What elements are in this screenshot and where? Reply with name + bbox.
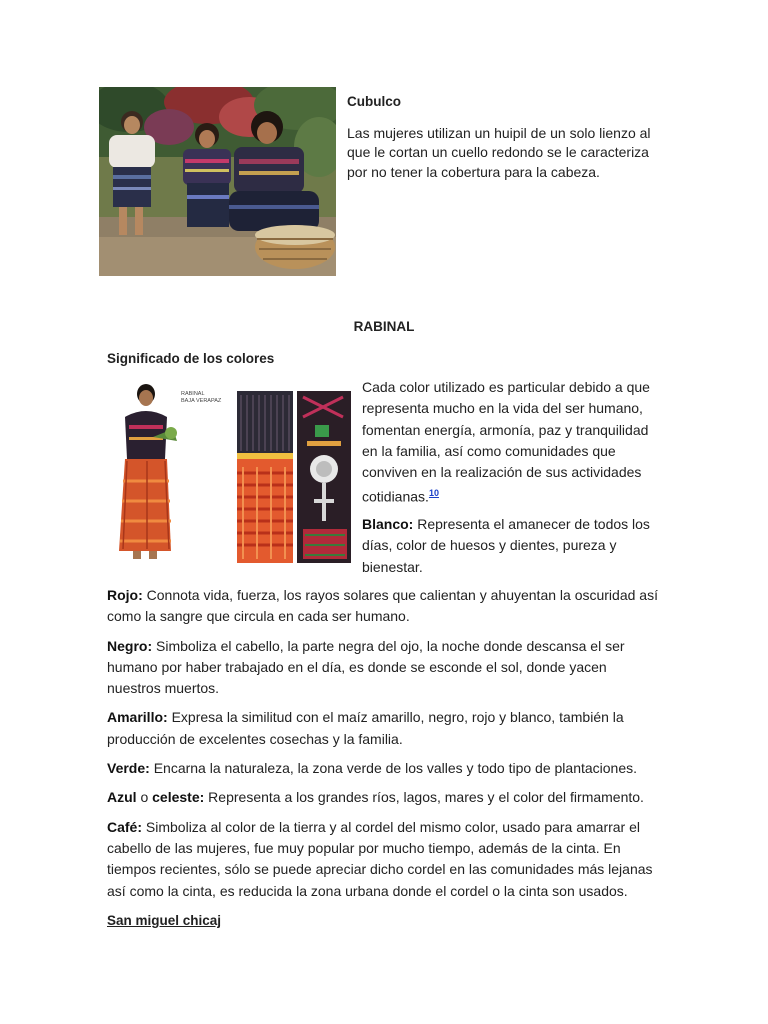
color-term: Café: — [107, 818, 143, 835]
color-item-blanco — [362, 514, 662, 578]
rabinal-intro-paragraph — [362, 377, 662, 508]
color-description: Simboliza el cabello, la parte negra del ojo, la noche donde descansa el ser humano por haber trabajado en el día, es donde se esconde el sol, donde yacen nuestros muertos. — [107, 637, 625, 697]
color-item-rojo — [107, 585, 662, 628]
color-connector: o — [136, 789, 153, 806]
color-description: Representa a los grandes ríos, lagos, mares y el color del firmamento. — [204, 789, 644, 806]
color-description: Representa el amanecer de todos los días, color de huesos y dientes, pureza y bienestar. — [362, 516, 650, 575]
color-item-cafe — [107, 817, 662, 902]
color-description: Simboliza al color de la tierra y al cordel del mismo color, usado para amarrar el cabello de las mujeres, fue muy popular por mucho tiempo, además de la cinta. En tiempos recientes, sólo se puede apreciar dicho cordel en las comunidades más lejanas así como la cinta, es reducida la zona urbana donde el cordel o la cinta son usados. — [107, 818, 653, 899]
color-item-amarillo — [107, 707, 662, 750]
figure-caption-2: BAJA VERAPAZ — [181, 398, 222, 404]
color-term: Verde: — [107, 760, 150, 777]
cubulco-photo — [99, 87, 336, 276]
color-term: Negro: — [107, 637, 153, 654]
rabinal-figure — [107, 381, 353, 571]
color-description: Encarna la naturaleza, la zona verde de los valles y todo tipo de plantaciones. — [149, 760, 638, 777]
cubulco-section — [347, 92, 667, 182]
color-item-verde — [107, 758, 662, 779]
colors-heading: Significado de los colores — [107, 351, 275, 366]
san-miguel-heading: San miguel chicaj — [107, 912, 222, 928]
rabinal-intro-text: Cada color utilizado es particular debido a que representa mucho en la vida del ser humano, fomentan energía, armonía, paz y tranquilidad en la familia, así como comunidades que conviven en la realización de sus actividades cotidianas. — [362, 379, 650, 506]
color-term: Blanco: — [362, 516, 414, 532]
footnote-link[interactable]: 10 — [428, 488, 439, 499]
color-term: Azul — [107, 789, 137, 806]
color-list — [107, 585, 662, 939]
color-term-secondary: celeste: — [152, 789, 205, 806]
color-term: Amarillo: — [107, 709, 168, 726]
cubulco-body: Las mujeres utilizan un huipil de un solo lienzo al que le cortan un cuello redondo se le caracteriza por no tener la cobertura para la cabeza. — [347, 124, 651, 180]
rabinal-title: RABINAL — [353, 319, 415, 334]
cubulco-title: Cubulco — [347, 94, 401, 109]
color-description: Expresa la similitud con el maíz amarillo, negro, rojo y blanco, también la producción de excelentes cosechas y la familia. — [107, 709, 624, 747]
color-term: Rojo: — [107, 587, 143, 603]
figure-caption-1: RABINAL — [181, 391, 205, 397]
color-description: Connota vida, fuerza, los rayos solares que calientan y ahuyentan la oscuridad así como la sangre que circula en cada ser humano. — [107, 587, 658, 625]
color-item-negro — [107, 636, 662, 700]
color-item-azul — [107, 787, 662, 808]
